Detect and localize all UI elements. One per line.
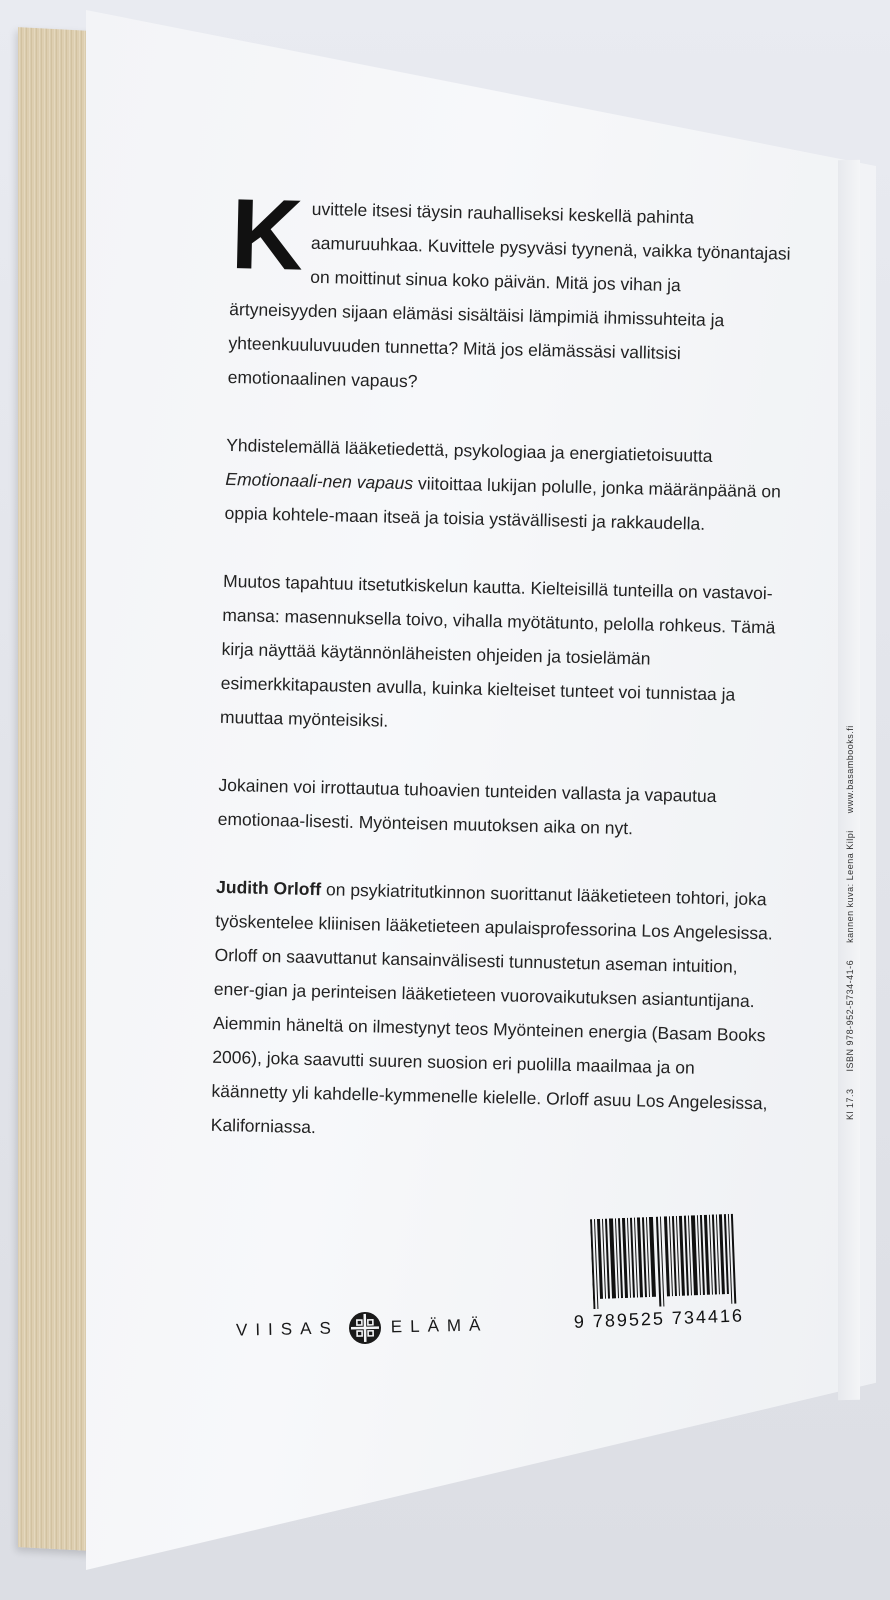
barcode-bars (590, 1213, 743, 1309)
logo-word-left: VIISAS (235, 1318, 340, 1340)
blurb-paragraph-2 (224, 428, 786, 543)
drop-cap: K (229, 178, 305, 292)
author-bio-text: on psykiatritutkinnon suorittanut lääketieteen tohtori, joka työskentelee kliinisen lääketieteen apulaisprofessorina Los Angelesissa. Orloff on saavuttanut kansainvälisesti tunnustetun aseman intuition, ener-gian ja perinteisen lääketieteen vuorovaikutuksen asiantuntijana. Aiemmin häneltä on ilmestynyt teos Myönteinen energia (Basam Books 2006), joka saavutti suuren suosion eri puolilla maailmaa ja on käännetty yli kahdelle-kymmenelle kielelle. Orloff asuu Los Angelesissa, Kaliforniassa. (210, 879, 773, 1138)
spine-info (845, 711, 855, 1120)
paragraph-2-after: viitoittaa lukijan polulle, jonka määränpäänä on oppia kohtele-maan itseä ja toisia ystävällisesti ja rakkaudella. (224, 473, 782, 534)
publisher-logo (236, 1307, 489, 1348)
isbn-text: ISBN 978-952-5734-41-6 (845, 959, 855, 1072)
blurb-paragraph-1 (227, 178, 791, 407)
blurb-paragraph-4: Jokainen voi irrottautua tuhoavien tunteiden vallasta ja vapautua emotionaa-lisesti. Myönteisen muutoksen aika on nyt. (217, 774, 717, 839)
blurb-paragraph-3: Muutos tapahtuu itsetutkiskelun kautta. Kielteisillä tunteilla on vastavoi-mansa: masennuksella toivo, vihalla myötätunto, pelolla rohkeus. Tämä kirja näyttää käytännönläheisten ohjeiden ja tosielämän esimerkkitapausten avulla, kuinka kielteiset tunteet voi tunnistaa ja muuttaa myönteisiksi. (219, 570, 776, 731)
barcode-digits: 9 789525 734416 (573, 1305, 745, 1332)
publisher-website: www.basambooks.fi (845, 725, 855, 814)
author-name: Judith Orloff (215, 876, 322, 900)
class-code: Kl 17.3 (845, 1088, 855, 1120)
book-title-italic: Emotionaali-nen vapaus (225, 468, 414, 494)
isbn-barcode (570, 1213, 754, 1340)
blurb-text (210, 178, 792, 1188)
logo-word-right: ELÄMÄ (390, 1315, 489, 1337)
paragraph-2-before: Yhdistelemällä lääketiedettä, psykologiaa ja energiatietoisuutta (225, 434, 713, 466)
publisher-emblem-icon (346, 1310, 383, 1347)
cover-credit: kannen kuva: Leena Kilpi (845, 830, 855, 943)
paragraph-1-text: uvittele itsesi täysin rauhalliseksi keskellä pahinta aamuruuhkaa. Kuvittele pysyväsi tyynenä, vaikka työnantajasi on moittinut sinua koko päivän. Mitä jos vihan ja ärtyneisyyden sijaan elämäsi sisältäisi lämpimiä ihmissuhteita ja yhteenkuuluvuuden tunnetta? Mitä jos elämässäsi vallitsisi emotionaalinen vapaus? (227, 198, 791, 392)
author-bio (210, 870, 776, 1155)
